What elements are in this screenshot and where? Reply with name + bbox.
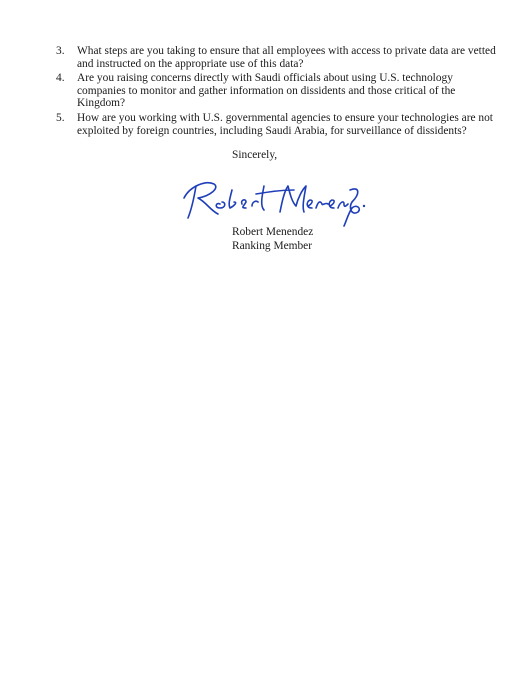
question-number: 3. [56,45,65,57]
handwritten-signature [176,172,371,230]
question-item [56,112,496,137]
question-item [56,45,496,70]
signer-name: Robert Menendez [232,226,314,238]
question-item [56,72,496,110]
question-text: How are you working with U.S. governmental agencies to ensure your technologies are not exploited by foreign countries, including Saudi Arabia, for surveillance of dissidents? [77,111,493,137]
question-list [56,45,496,139]
question-number: 5. [56,111,65,124]
question-text: What steps are you taking to ensure that all employees with access to private data are vetted and instructed on the appropriate use of this data? [77,45,496,70]
signer-title: Ranking Member [232,240,313,252]
closing-salutation: Sincerely, [232,149,278,161]
question-number: 4. [56,72,65,85]
question-text: Are you raising concerns directly with Saudi officials about using U.S. technology companies to monitor and gather information on dissidents and those critical of the Kingdom? [77,72,456,110]
